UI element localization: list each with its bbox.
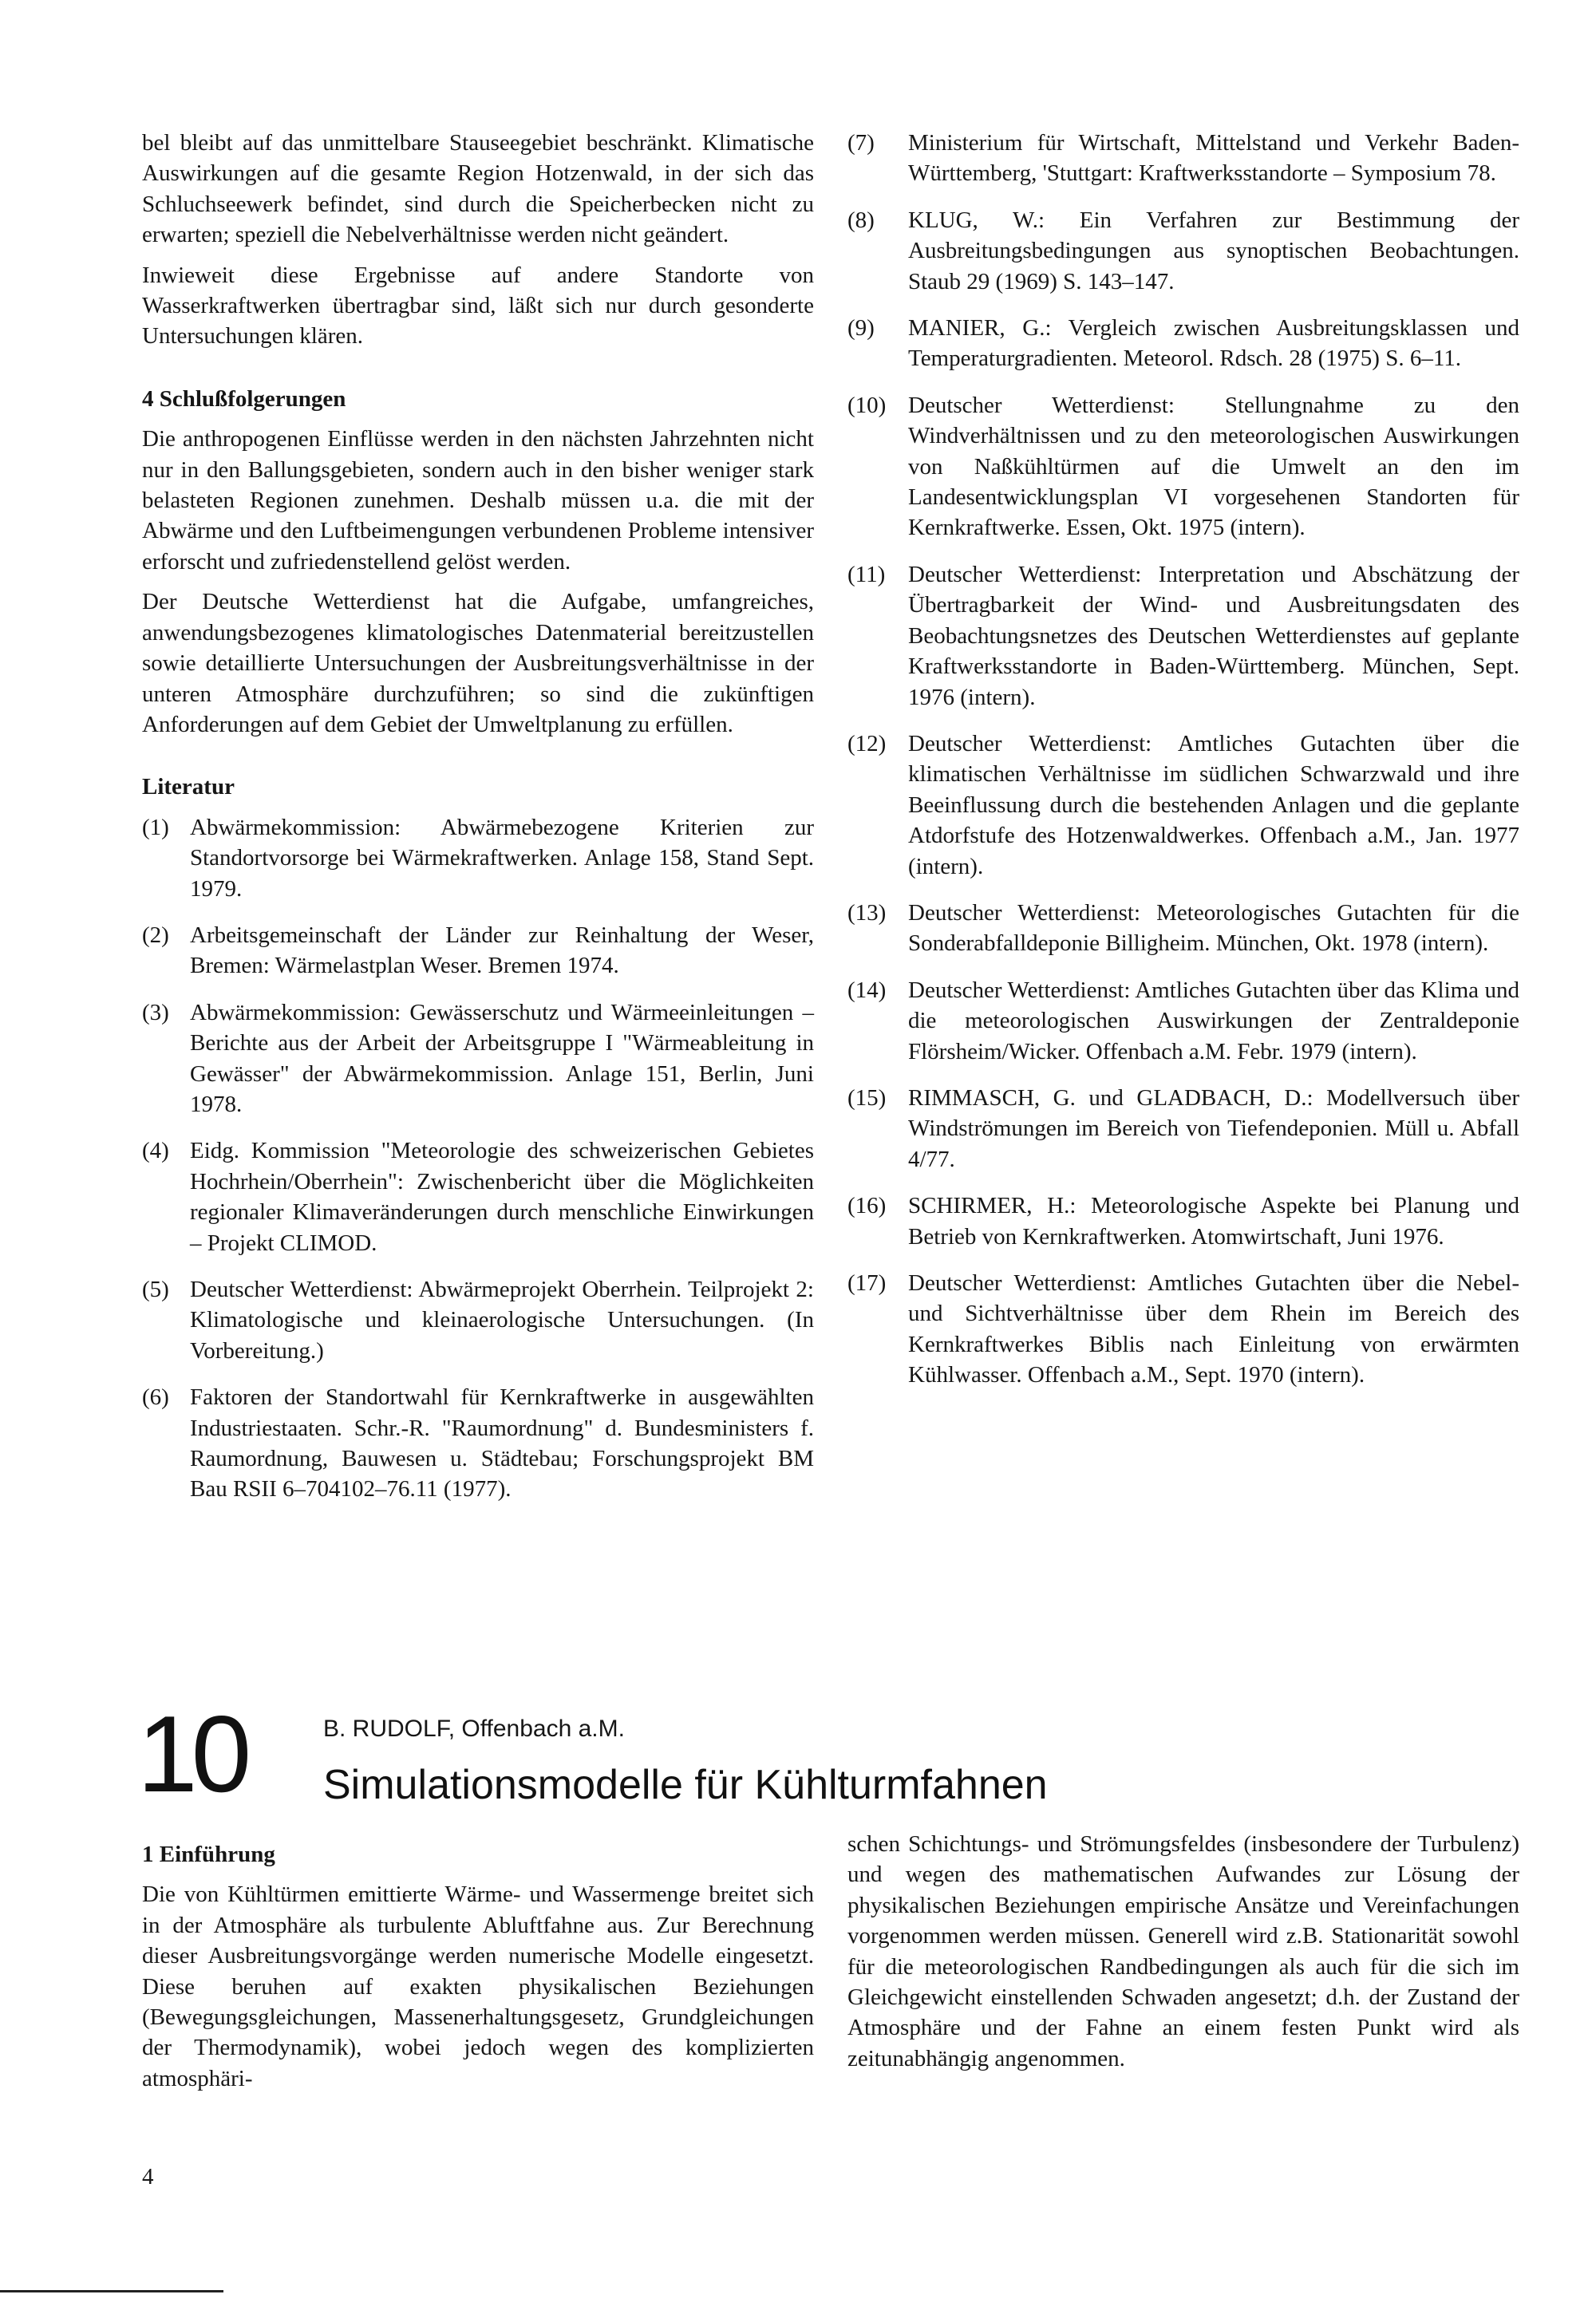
reference-text: RIMMASCH, G. und GLADBACH, D.: Modellversuch über Windströmungen im Bereich von Tiefendeponien. Müll u. Abfall 4/77. — [908, 1084, 1519, 1172]
article-author: B. RUDOLF, Offenbach a.M. — [323, 1716, 625, 1742]
reference-number: (14) — [847, 977, 887, 1003]
reference-number: (9) — [847, 315, 875, 342]
reference-number: (5) — [142, 1277, 169, 1302]
paragraph-dwd-task: Der Deutsche Wetterdienst hat die Aufgabe, umfangreiches, anwendungsbezogenes klimatologisches Datenmaterial bereitzustellen sowie detaillierte Untersuchungen der Ausbreitungsverhältnisse in der unteren Atmosphäre durchzuführen; so sind die zukünftigen Anforderungen auf dem Gebiet der Umweltplanung zu erfüllen. — [142, 589, 814, 737]
reference-text: SCHIRMER, H.: Meteorologische Aspekte bei Planung und Betrieb von Kernkraftwerken. Atomwirtschaft, Juni 1976. — [908, 1193, 1519, 1250]
paragraph-transferability: Inwieweit diese Ergebnisse auf andere Standorte von Wasserkraftwerken übertragbar sind, läßt sich nur durch gesonderte Untersuchungen klären. — [142, 262, 814, 349]
reference-number: (1) — [142, 814, 169, 840]
reference-text: Deutscher Wetterdienst: Interpretation und Abschätzung der Übertragbarkeit der Wind- und Ausbreitungsdaten des Beobachtungsnetzes des Deutschen Wetterdienstes auf geplante Kraftwerksstandorte in Baden-Württemberg. München, Sept. 1976 (intern). — [908, 561, 1519, 710]
reference-number: (12) — [847, 730, 887, 756]
reference-item — [847, 205, 1519, 297]
reference-item — [847, 975, 1519, 1067]
reference-text: Ministerium für Wirtschaft, Mittelstand und Verkehr Baden-Württemberg, 'Stuttgart: Kraftwerksstandorte – Symposium 78. — [908, 130, 1519, 187]
reference-item — [142, 920, 814, 981]
reference-number: (17) — [847, 1270, 887, 1296]
section-heading-conclusions: 4 Schlußfolgerungen — [142, 385, 346, 412]
reference-item — [847, 729, 1519, 882]
left-column — [142, 128, 814, 1521]
reference-number: (2) — [142, 922, 169, 948]
reference-number: (10) — [847, 392, 887, 418]
article-right-column — [847, 1829, 1519, 2074]
reference-text: Faktoren der Standortwahl für Kernkraftwerke in ausgewählten Industriestaaten. Schr.-R. "Raumordnung" d. Bundesministers f. Raumordnung, Bauwesen u. Städtebau; Forschungsprojekt BM Bau RSII 6–704102–76.11 (1977). — [190, 1384, 814, 1503]
reference-number: (3) — [142, 999, 169, 1025]
reference-item — [142, 1135, 814, 1258]
chapter-number: 10 — [137, 1693, 246, 1815]
right-column — [847, 128, 1519, 1407]
reference-item — [142, 997, 814, 1120]
footer-rule — [0, 2290, 223, 2292]
section-heading-introduction: 1 Einführung — [142, 1842, 275, 1867]
reference-text: Eidg. Kommission "Meteorologie des schweizerischen Gebietes Hochrhein/Oberrhein": Zwischenbericht über die Möglichkeiten regionaler Klimaveränderungen durch menschliche Einwirkungen – Projekt CLIMOD. — [190, 1138, 814, 1256]
reference-item — [142, 812, 814, 904]
reference-number: (16) — [847, 1193, 887, 1219]
reference-item — [847, 559, 1519, 713]
reference-number: (13) — [847, 899, 887, 926]
paragraph-introduction: Die von Kühltürmen emittierte Wärme- und Wassermenge breitet sich in der Atmosphäre als turbulente Abluftfahne aus. Zur Berechnung dieser Ausbreitungsvorgänge werden numerische Modelle eingesetzt. Diese beruhen auf exakten physikalischen Beziehungen (Bewegungsgleichungen, Massenerhaltungsgesetz, Grundgleichungen der Thermodynamik), wobei jedoch wegen des komplizierten atmosphäri- — [142, 1882, 814, 2091]
reference-number: (11) — [847, 561, 886, 587]
reference-item — [847, 1191, 1519, 1252]
reference-item — [847, 390, 1519, 543]
reference-item — [847, 898, 1519, 959]
reference-number: (15) — [847, 1084, 887, 1111]
reference-text: Deutscher Wetterdienst: Stellungnahme zu den Windverhältnissen und zu den meteorologischen Auswirkungen von Naßkühltürmen auf die Umwelt an den im Landesentwicklungsplan VI vorgesehenen Standorten für Kernkraftwerke. Essen, Okt. 1975 (intern). — [908, 392, 1519, 541]
paragraph-anthropogenic: Die anthropogenen Einflüsse werden in den nächsten Jahrzehnten nicht nur in den Ballungsgebieten, sondern auch in den bisher weniger stark belasteten Regionen zunehmen. Deshalb müssen u.a. die mit der Abwärme und den Luftbeimengungen verbundenen Probleme intensiver erforscht und zufriedenstellend gelöst werden. — [142, 426, 814, 575]
reference-text: MANIER, G.: Vergleich zwischen Ausbreitungsklassen und Temperaturgradienten. Meteorol. Rdsch. 28 (1975) S. 6–11. — [908, 315, 1519, 372]
reference-item — [847, 1268, 1519, 1391]
reference-text: KLUG, W.: Ein Verfahren zur Bestimmung der Ausbreitungsbedingungen aus synoptischen Beobachtungen. Staub 29 (1969) S. 143–147. — [908, 207, 1519, 294]
reference-text: Deutscher Wetterdienst: Amtliches Gutachten über das Klima und die meteorologischen Auswirkungen der Zentraldeponie Flörsheim/Wicker. Offenbach a.M. Febr. 1979 (intern). — [908, 977, 1519, 1064]
reference-text: Deutscher Wetterdienst: Meteorologisches Gutachten für die Sonderabfalldeponie Billigheim. München, Okt. 1978 (intern). — [908, 899, 1519, 957]
article-title: Simulationsmodelle für Kühlturmfahnen — [323, 1762, 1048, 1808]
page-number: 4 — [142, 2164, 154, 2190]
reference-text: Abwärmekommission: Gewässerschutz und Wärmeeinleitungen – Berichte aus der Arbeit der Arbeitsgruppe I "Wärmeableitung in Gewässer" der Abwärmekommission. Anlage 151, Berlin, Juni 1978. — [190, 999, 814, 1117]
reference-item — [142, 1382, 814, 1505]
reference-text: Arbeitsgemeinschaft der Länder zur Reinhaltung der Weser, Bremen: Wärmelastplan Weser. Bremen 1974. — [190, 922, 814, 979]
article-left-column — [142, 1839, 814, 2094]
reference-text: Deutscher Wetterdienst: Abwärmeprojekt Oberrhein. Teilprojekt 2: Klimatologische und kleinaerologische Untersuchungen. (In Vorbereitung.) — [190, 1277, 814, 1364]
reference-text: Abwärmekommission: Abwärmebezogene Kriterien zur Standortvorsorge bei Wärmekraftwerken. Anlage 158, Stand Sept. 1979. — [190, 814, 814, 902]
literature-heading: Literatur — [142, 774, 235, 800]
reference-number: (7) — [847, 130, 875, 156]
reference-item — [847, 128, 1519, 189]
reference-number: (4) — [142, 1138, 169, 1164]
paragraph-introduction-continued: schen Schichtungs- und Strömungsfeldes (insbesondere der Turbulenz) und wegen des mathematischen Aufwandes zur Lösung der physikalischen Beziehungen empirische Ansätze und Vereinfachungen vorgenommen werden müssen. Generell wird z.B. Stationarität sowohl für die meteorologischen Randbedingungen als auch für die sich im Gleichgewicht einstellenden Schwaden angesetzt; d.h. der Zustand der Atmosphäre und der Fahne an einem festen Punkt wird als zeitunabhängig angenommen. — [847, 1831, 1519, 2071]
reference-text: Deutscher Wetterdienst: Amtliches Gutachten über die Nebel- und Sichtverhältnisse über dem Rhein im Bereich des Kernkraftwerkes Biblis nach Einleitung von erwärmten Kühlwasser. Offenbach a.M., Sept. 1970 (intern). — [908, 1270, 1519, 1388]
reference-number: (6) — [142, 1384, 169, 1411]
reference-item — [847, 313, 1519, 374]
reference-text: Deutscher Wetterdienst: Amtliches Gutachten über die klimatischen Verhältnisse im südlichen Schwarzwald und ihre Beeinflussung durch die bestehenden Anlagen und die geplante Atdorfstufe des Hotzenwaldwerkes. Offenbach a.M., Jan. 1977 (intern). — [908, 730, 1519, 879]
paragraph-conclusion-hydro: bel bleibt auf das unmittelbare Stauseegebiet beschränkt. Klimatische Auswirkungen auf die gesamte Region Hotzenwald, in der sich das Schluchseewerk befindet, sind durch die Speicherbecken nicht zu erwarten; speziell die Nebelverhältnisse werden nicht geändert. — [142, 130, 814, 248]
reference-item — [142, 1274, 814, 1366]
reference-item — [847, 1083, 1519, 1175]
reference-number: (8) — [847, 207, 875, 233]
